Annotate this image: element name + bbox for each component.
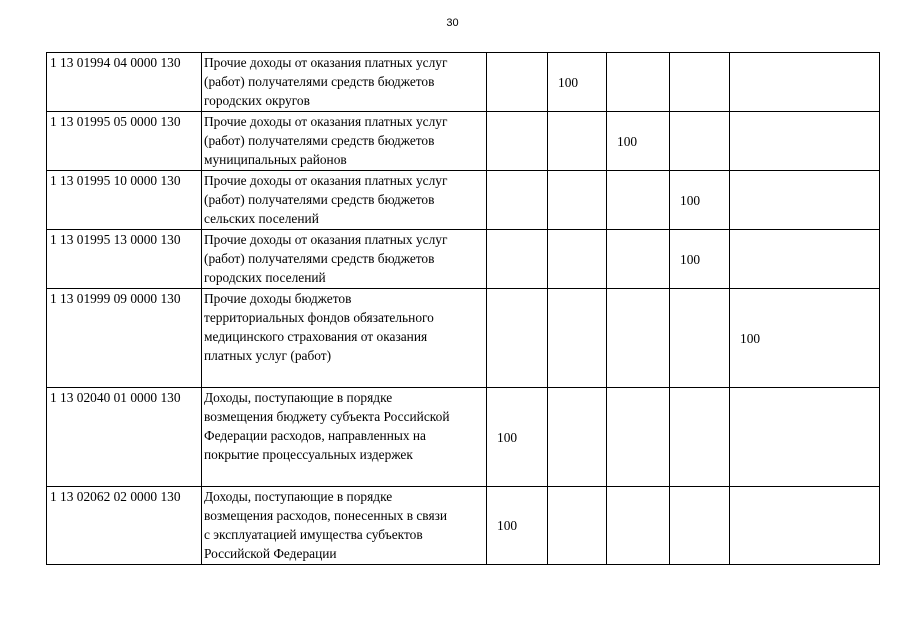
description-line: медицинского страхования от оказания (204, 329, 428, 344)
percentage-cell-3: 100 (607, 112, 670, 171)
percentage-cell-3 (607, 487, 670, 565)
percentage-cell-1 (487, 112, 548, 171)
description-line: Прочие доходы от оказания платных услуг (204, 173, 448, 188)
description-line: Федерации расходов, направленных на (204, 428, 427, 443)
description-line: муниципальных районов (204, 152, 347, 167)
description-line: возмещения бюджету субъекта Российской (204, 409, 450, 424)
description-line: Прочие доходы от оказания платных услуг (204, 55, 448, 70)
percentage-cell-4 (670, 289, 730, 388)
description-line: (работ) получателями средств бюджетов (204, 192, 435, 207)
budget-code-cell: 1 13 01995 05 0000 130 (47, 112, 202, 171)
percentage-cell-2 (548, 112, 607, 171)
description-line: Прочие доходы от оказания платных услуг (204, 232, 448, 247)
percentage-cell-5 (730, 487, 880, 565)
revenue-description-cell (202, 112, 487, 171)
description-line: с эксплуатацией имущества субъектов (204, 527, 423, 542)
percentage-cell-2 (548, 289, 607, 388)
budget-code-cell: 1 13 01995 10 0000 130 (47, 171, 202, 230)
description-line: территориальных фондов обязательного (204, 310, 434, 325)
percentage-cell-1: 100 (487, 388, 548, 487)
description-line: (работ) получателями средств бюджетов (204, 74, 435, 89)
percentage-cell-5 (730, 230, 880, 289)
description-line: сельских поселений (204, 211, 319, 226)
description-line: (работ) получателями средств бюджетов (204, 251, 435, 266)
table-row (47, 171, 880, 230)
revenue-description-cell (202, 388, 487, 487)
percentage-cell-1 (487, 289, 548, 388)
description-line: платных услуг (работ) (204, 348, 332, 363)
description-line: Прочие доходы от оказания платных услуг (204, 114, 448, 129)
table-row (47, 112, 880, 171)
table-row (47, 53, 880, 112)
table-row (47, 230, 880, 289)
budget-code-cell: 1 13 01994 04 0000 130 (47, 53, 202, 112)
revenue-classification-table (46, 52, 880, 565)
revenue-description-cell (202, 171, 487, 230)
budget-code-cell: 1 13 01999 09 0000 130 (47, 289, 202, 388)
table-row (47, 388, 880, 487)
budget-code-cell: 1 13 02062 02 0000 130 (47, 487, 202, 565)
table-row (47, 487, 880, 565)
description-line: городских поселений (204, 270, 326, 285)
percentage-cell-5 (730, 171, 880, 230)
percentage-cell-4: 100 (670, 230, 730, 289)
percentage-cell-2 (548, 388, 607, 487)
percentage-cell-3 (607, 53, 670, 112)
description-line: покрытие процессуальных издержек (204, 447, 413, 462)
percentage-cell-5: 100 (730, 289, 880, 388)
page-number: 30 (446, 17, 459, 29)
description-line: Прочие доходы бюджетов (204, 291, 352, 306)
percentage-cell-1: 100 (487, 487, 548, 565)
percentage-cell-2 (548, 171, 607, 230)
percentage-cell-3 (607, 171, 670, 230)
description-line: городских округов (204, 93, 310, 108)
revenue-description-cell (202, 230, 487, 289)
percentage-cell-2: 100 (548, 53, 607, 112)
percentage-cell-3 (607, 230, 670, 289)
percentage-cell-2 (548, 487, 607, 565)
percentage-cell-2 (548, 230, 607, 289)
description-line: Доходы, поступающие в порядке (204, 390, 393, 405)
percentage-cell-3 (607, 289, 670, 388)
percentage-cell-4: 100 (670, 171, 730, 230)
description-line: Российской Федерации (204, 546, 337, 561)
percentage-cell-1 (487, 171, 548, 230)
table-row (47, 289, 880, 388)
percentage-cell-1 (487, 53, 548, 112)
percentage-cell-4 (670, 487, 730, 565)
revenue-description-cell (202, 289, 487, 388)
percentage-cell-5 (730, 112, 880, 171)
percentage-cell-5 (730, 53, 880, 112)
percentage-cell-4 (670, 388, 730, 487)
percentage-cell-1 (487, 230, 548, 289)
description-line: возмещения расходов, понесенных в связи (204, 508, 448, 523)
revenue-description-cell (202, 487, 487, 565)
budget-code-cell: 1 13 02040 01 0000 130 (47, 388, 202, 487)
percentage-cell-4 (670, 53, 730, 112)
percentage-cell-5 (730, 388, 880, 487)
description-line: Доходы, поступающие в порядке (204, 489, 393, 504)
budget-code-cell: 1 13 01995 13 0000 130 (47, 230, 202, 289)
percentage-cell-3 (607, 388, 670, 487)
percentage-cell-4 (670, 112, 730, 171)
description-line: (работ) получателями средств бюджетов (204, 133, 435, 148)
revenue-description-cell (202, 53, 487, 112)
